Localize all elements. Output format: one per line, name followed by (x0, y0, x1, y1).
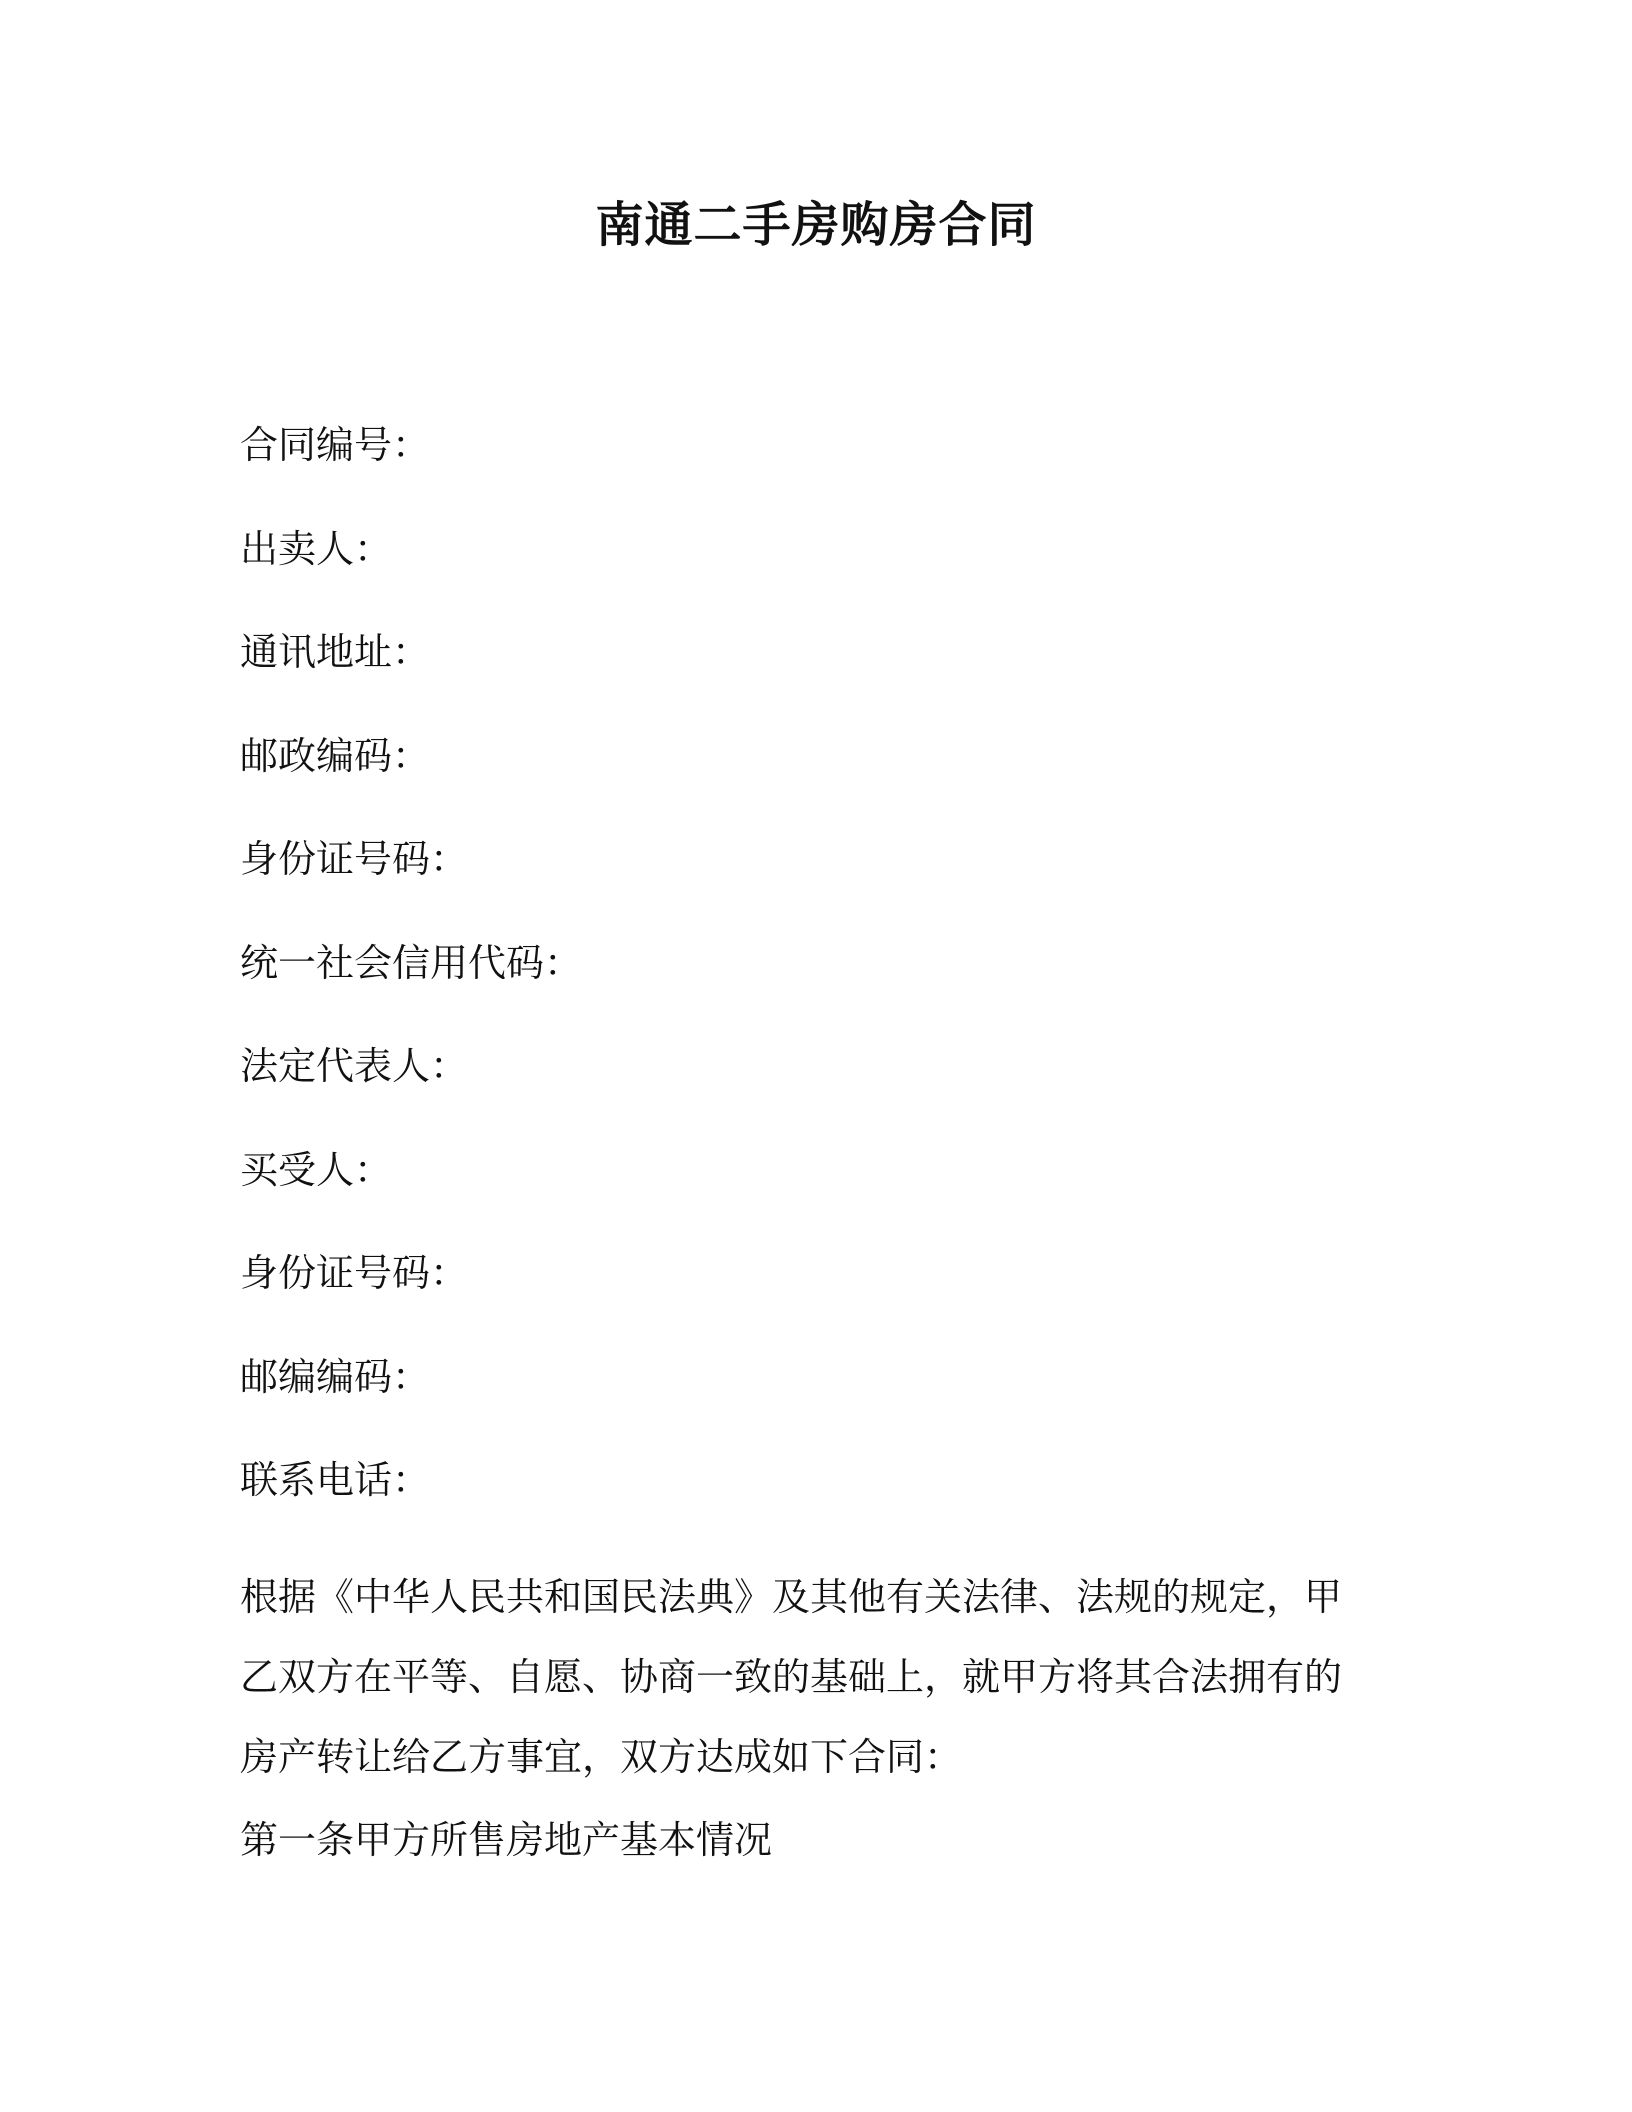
preamble-paragraph: 根据《中华人民共和国民法典》及其他有关法律、法规的规定，甲乙双方在平等、自愿、协商一致的基础上，就甲方将其合法拥有的房产转让给乙方事宜，双方达成如下合同： (240, 1575, 1343, 1779)
field-contract-number: 合同编号： (240, 423, 431, 467)
field-buyer-postal-code: 邮编编码： (240, 1354, 431, 1399)
section-1-heading: 第一条甲方所售房地产基本情况 (240, 1818, 773, 1862)
field-seller-id-number: 身份证号码： (240, 837, 469, 881)
field-mailing-address: 通讯地址： (240, 630, 431, 674)
field-buyer-id-number: 身份证号码： (240, 1251, 469, 1295)
field-phone: 联系电话： (240, 1458, 431, 1502)
party-info-fields (240, 420, 1400, 1559)
field-buyer: 买受人： (240, 1147, 393, 1192)
field-seller: 出卖人： (240, 526, 393, 571)
field-legal-representative: 法定代表人： (240, 1044, 469, 1088)
field-postal-code: 邮政编码： (240, 733, 431, 778)
document-title: 南通二手房购房合同 (595, 197, 1037, 253)
field-credit-code: 统一社会信用代码： (240, 940, 583, 985)
